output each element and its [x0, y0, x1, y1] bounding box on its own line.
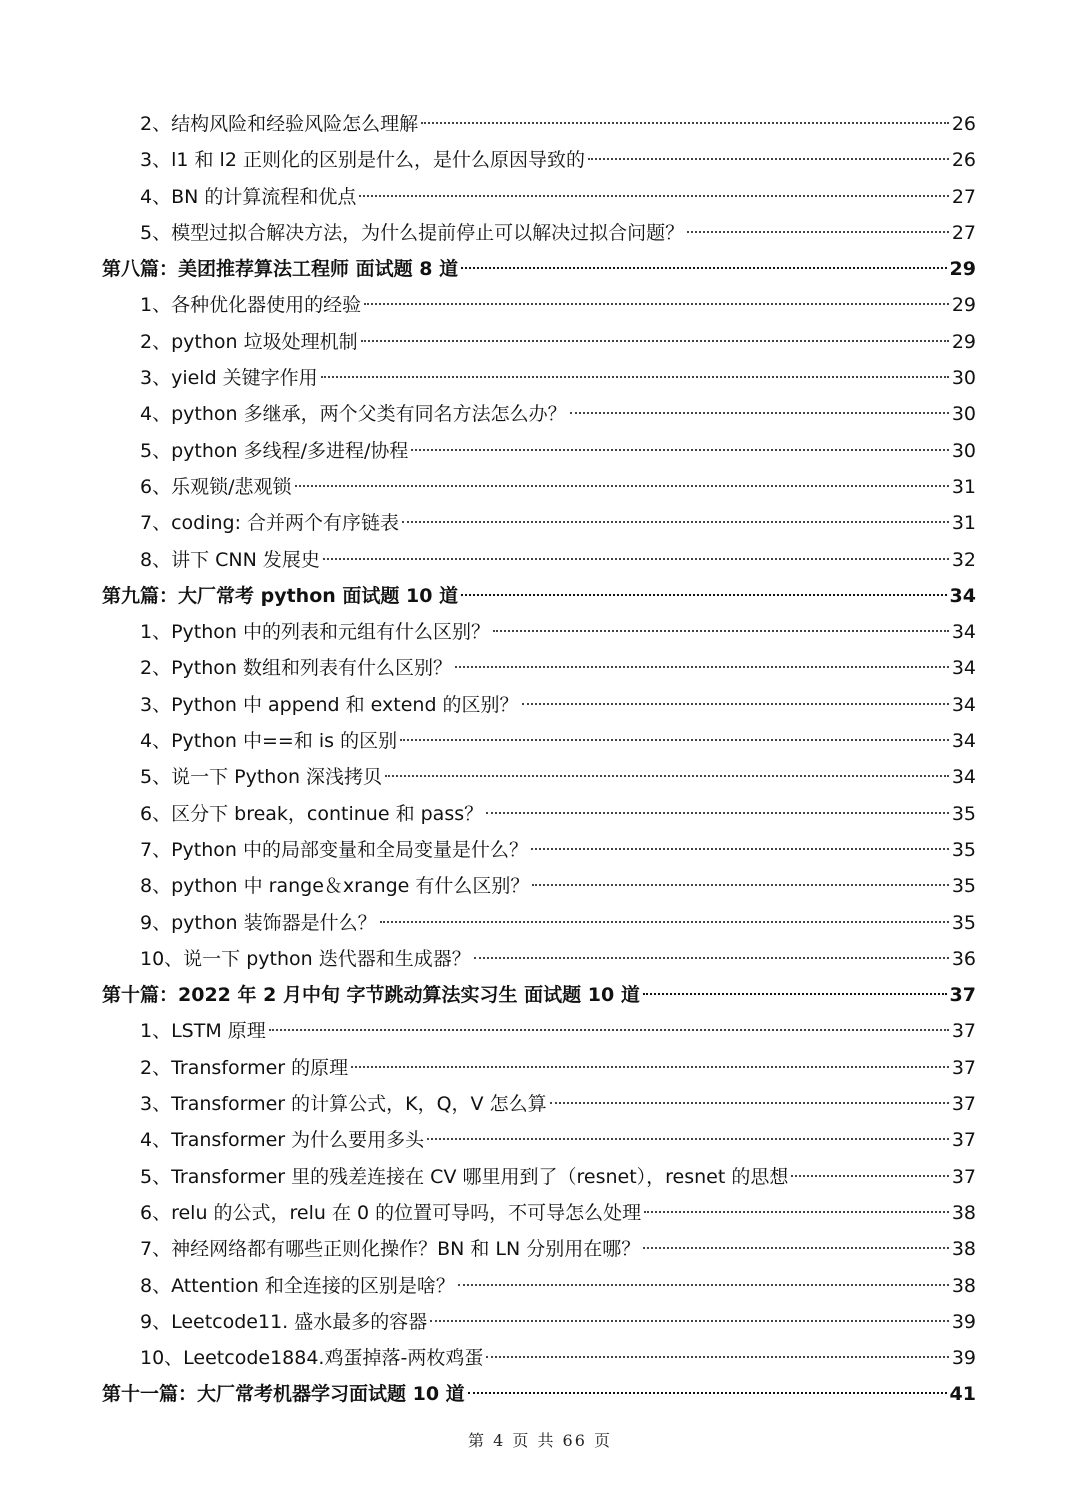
toc-page-number: 30 [951, 439, 976, 462]
toc-page-number: 35 [951, 802, 976, 825]
toc-page-number: 37 [951, 1093, 976, 1116]
toc-entry[interactable] [0, 287, 1080, 323]
dot-leader [411, 449, 948, 451]
toc-entry-title: 3、l1 和 l2 正则化的区别是什么，是什么原因导致的 [140, 149, 585, 172]
dot-leader [361, 340, 949, 342]
dot-leader [493, 630, 949, 632]
toc-entry[interactable] [0, 179, 1080, 215]
toc-entry-title: 3、yield 关键字作用 [140, 367, 318, 390]
toc-section-heading[interactable] [0, 977, 1080, 1013]
dot-leader [588, 158, 949, 160]
dot-leader [486, 812, 949, 814]
toc-entry[interactable] [0, 1159, 1080, 1195]
toc-entry-title: 5、python 多线程/多进程/协程 [140, 439, 409, 462]
toc-entry[interactable] [0, 360, 1080, 396]
dot-leader [359, 195, 948, 197]
toc-page-number: 35 [951, 911, 976, 934]
dot-leader [531, 848, 949, 850]
dot-leader [269, 1029, 949, 1031]
toc-entry-title: 7、神经网络都有哪些正则化操作？BN 和 LN 分别用在哪？ [140, 1238, 641, 1261]
toc-page-number: 26 [951, 149, 976, 172]
dot-leader [351, 1066, 949, 1068]
toc-page-number: 31 [951, 512, 976, 535]
toc-entry[interactable] [0, 142, 1080, 178]
toc-entry[interactable] [0, 396, 1080, 432]
toc-entry-title: 5、Transformer 里的残差连接在 CV 哪里用到了（resnet），resnet 的思想 [140, 1165, 789, 1188]
toc-entry[interactable] [0, 1013, 1080, 1049]
toc-page-number: 37 [951, 1165, 976, 1188]
toc-entry-title: 2、Transformer 的原理 [140, 1056, 349, 1079]
toc-page-number: 37 [951, 1056, 976, 1079]
toc-entry-title: 8、讲下 CNN 发展史 [140, 548, 320, 571]
toc-entry[interactable] [0, 469, 1080, 505]
dot-leader [364, 303, 949, 305]
dot-leader [643, 1247, 949, 1249]
toc-entry-title: 4、python 多继承，两个父类有同名方法怎么办？ [140, 403, 567, 426]
dot-leader [455, 666, 949, 668]
toc-entry-title: 8、python 中 range＆xrange 有什么区别？ [140, 875, 530, 898]
dot-leader [570, 412, 949, 414]
dot-leader [486, 1356, 948, 1358]
toc-page-number: 37 [951, 1020, 976, 1043]
toc-page-number: 29 [949, 258, 976, 281]
toc-page-number: 26 [951, 113, 976, 135]
toc-entry[interactable] [0, 1086, 1080, 1122]
dot-leader [385, 775, 949, 777]
toc-page-number: 37 [951, 1129, 976, 1152]
dot-leader [550, 1102, 949, 1104]
toc-entry[interactable] [0, 941, 1080, 977]
toc-page-number: 31 [951, 475, 976, 498]
dot-leader [295, 485, 949, 487]
toc-page-number: 34 [951, 621, 976, 644]
table-of-contents [0, 106, 1080, 1413]
dot-leader [427, 1138, 949, 1140]
toc-entry-title: 3、Python 中 append 和 extend 的区别？ [140, 693, 519, 716]
toc-entry-title: 5、模型过拟合解决方法，为什么提前停止可以解决过拟合问题？ [140, 221, 685, 244]
toc-entry-title: 1、Python 中的列表和元组有什么区别？ [140, 621, 490, 644]
toc-page-number: 39 [951, 1347, 976, 1370]
toc-entry-title: 10、Leetcode1884.鸡蛋掉落-两枚鸡蛋 [140, 1347, 484, 1370]
toc-entry[interactable] [0, 1304, 1080, 1340]
toc-entry-title: 3、Transformer 的计算公式，K，Q，V 怎么算 [140, 1093, 547, 1116]
dot-leader [522, 703, 949, 705]
toc-entry[interactable] [0, 433, 1080, 469]
toc-section-heading[interactable] [0, 1376, 1080, 1412]
toc-entry-title: 第九篇：大厂常考 python 面试题 10 道 [102, 584, 459, 607]
toc-entry[interactable] [0, 215, 1080, 251]
toc-entry[interactable] [0, 687, 1080, 723]
toc-entry[interactable] [0, 505, 1080, 541]
toc-entry[interactable] [0, 1050, 1080, 1086]
toc-page-number: 38 [951, 1201, 976, 1224]
toc-page-number: 27 [951, 221, 976, 244]
toc-page-number: 38 [951, 1274, 976, 1297]
toc-entry-title: 10、说一下 python 迭代器和生成器？ [140, 947, 471, 970]
toc-entry-title: 2、Python 数组和列表有什么区别？ [140, 657, 452, 680]
toc-entry[interactable] [0, 542, 1080, 578]
toc-page-number: 34 [951, 657, 976, 680]
toc-entry-title: 6、区分下 break，continue 和 pass？ [140, 802, 484, 825]
toc-entry-title: 9、python 装饰器是什么？ [140, 911, 377, 934]
toc-entry-title: 9、Leetcode11. 盛水最多的容器 [140, 1310, 428, 1333]
dot-leader [321, 376, 949, 378]
toc-entry-title: 1、LSTM 原理 [140, 1020, 266, 1043]
toc-entry[interactable] [0, 614, 1080, 650]
toc-section-heading[interactable] [0, 578, 1080, 614]
dot-leader [323, 558, 949, 560]
toc-entry-title: 7、Python 中的局部变量和全局变量是什么？ [140, 838, 528, 861]
toc-page-number: 27 [951, 185, 976, 208]
toc-page-number: 34 [951, 730, 976, 753]
toc-entry[interactable] [0, 1231, 1080, 1267]
toc-section-heading[interactable] [0, 251, 1080, 287]
toc-entry-title: 6、乐观锁/悲观锁 [140, 475, 292, 498]
toc-entry[interactable] [0, 650, 1080, 686]
toc-entry-title: 5、说一下 Python 深浅拷贝 [140, 766, 383, 789]
dot-leader [430, 1320, 949, 1322]
toc-entry-title: 第八篇：美团推荐算法工程师 面试题 8 道 [102, 258, 459, 281]
toc-page-number: 39 [951, 1310, 976, 1333]
toc-entry-title: 4、Python 中==和 is 的区别 [140, 730, 398, 753]
dot-leader [461, 594, 946, 596]
dot-leader [791, 1175, 948, 1177]
toc-page-number: 32 [951, 548, 976, 571]
toc-entry-title: 4、Transformer 为什么要用多头 [140, 1129, 425, 1152]
dot-leader [402, 521, 949, 523]
toc-page-number: 30 [951, 367, 976, 390]
toc-entry-title: 1、各种优化器使用的经验 [140, 294, 362, 317]
dot-leader [643, 993, 947, 995]
toc-entry[interactable] [0, 106, 1080, 142]
dot-leader [687, 231, 949, 233]
toc-entry[interactable] [0, 1268, 1080, 1304]
toc-entry[interactable] [0, 796, 1080, 832]
toc-page-number: 35 [951, 875, 976, 898]
toc-page-number: 29 [951, 294, 976, 317]
toc-page-number: 38 [951, 1238, 976, 1261]
toc-page-number: 35 [951, 838, 976, 861]
toc-entry[interactable] [0, 1195, 1080, 1231]
toc-entry-title: 6、relu 的公式，relu 在 0 的位置可导吗，不可导怎么处理 [140, 1201, 642, 1224]
dot-leader [380, 921, 949, 923]
toc-entry-title: 7、coding: 合并两个有序链表 [140, 512, 400, 535]
toc-page-number: 34 [951, 766, 976, 789]
toc-page-number: 34 [951, 693, 976, 716]
dot-leader [421, 122, 949, 124]
toc-entry-title: 第十篇：2022 年 2 月中旬 字节跳动算法实习生 面试题 10 道 [102, 984, 640, 1007]
toc-entry[interactable] [0, 1340, 1080, 1376]
page-footer: 第 4 页 共 66 页 [468, 1431, 612, 1450]
dot-leader [532, 884, 948, 886]
dot-leader [458, 1284, 949, 1286]
toc-entry[interactable] [0, 905, 1080, 941]
toc-page-number: 34 [949, 584, 976, 607]
toc-page-number: 41 [949, 1383, 976, 1406]
toc-page-number: 29 [951, 330, 976, 353]
toc-entry[interactable] [0, 723, 1080, 759]
toc-entry-title: 2、python 垃圾处理机制 [140, 330, 358, 353]
toc-entry[interactable] [0, 868, 1080, 904]
toc-entry[interactable] [0, 832, 1080, 868]
dot-leader [644, 1211, 949, 1213]
toc-entry-title: 4、BN 的计算流程和优点 [140, 185, 357, 208]
dot-leader [400, 739, 949, 741]
toc-entry[interactable] [0, 759, 1080, 795]
dot-leader [474, 957, 949, 959]
toc-entry-title: 2、结构风险和经验风险怎么理解 [140, 113, 419, 135]
toc-entry-title: 第十一篇：大厂常考机器学习面试题 10 道 [102, 1383, 465, 1406]
toc-page-number: 30 [951, 403, 976, 426]
dot-leader [461, 267, 946, 269]
toc-entry[interactable] [0, 324, 1080, 360]
toc-entry[interactable] [0, 1122, 1080, 1158]
toc-page-number: 37 [949, 984, 976, 1007]
dot-leader [468, 1392, 947, 1394]
toc-entry-title: 8、Attention 和全连接的区别是啥？ [140, 1274, 455, 1297]
toc-page-number: 36 [951, 947, 976, 970]
